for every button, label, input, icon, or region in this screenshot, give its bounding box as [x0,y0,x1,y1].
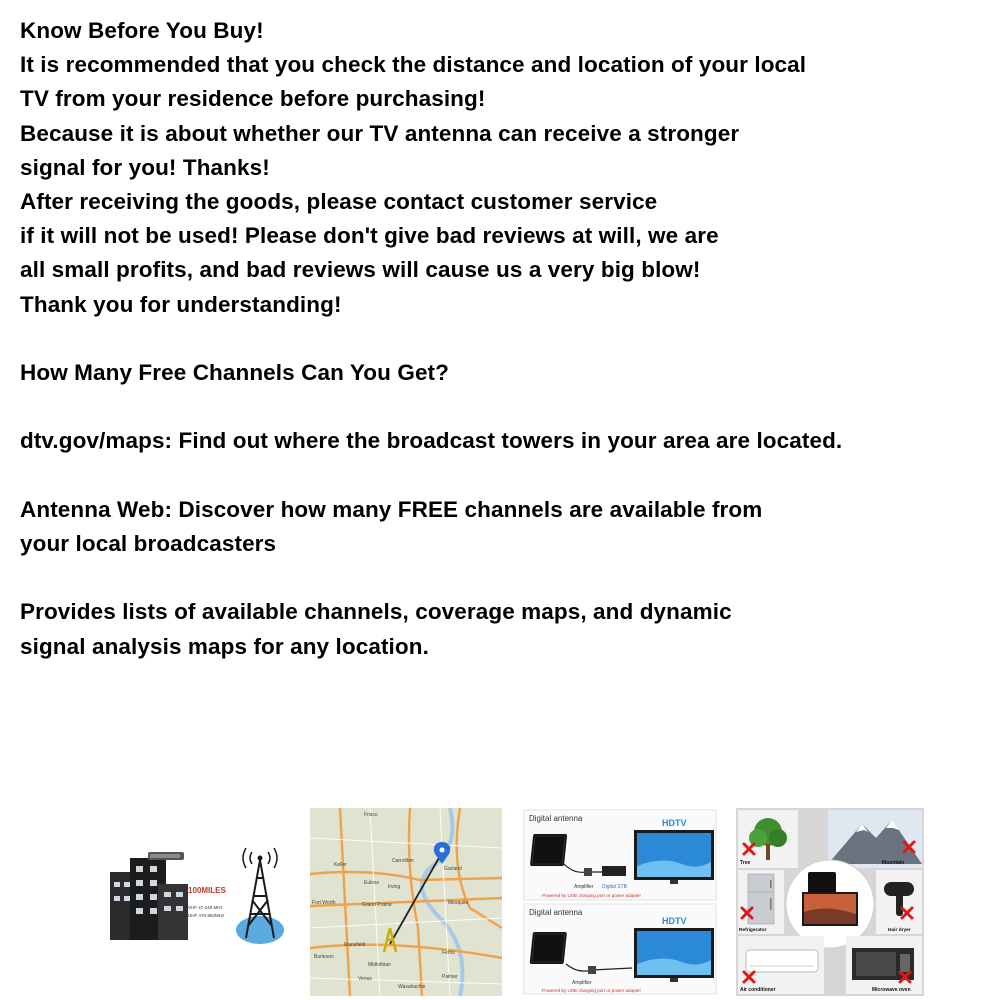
obstacle-label: Air conditioner [740,987,776,993]
obstacle-label: Hair dryer [888,928,911,933]
obstacle-label: Tree [740,860,751,866]
map-place-label: Midlothian [368,962,391,968]
antenna-center-icon [786,860,874,948]
text-line: It is recommended that you check the distance and location of your local [20,52,807,78]
vhf-label: VHF 47-240 MHz [188,905,223,910]
stb-label: Digital STB [602,884,628,890]
map-place-label: Venus [358,976,372,982]
tower-illustration [100,838,296,946]
amplifier-icon [584,868,592,876]
map-place-label: Irving [388,884,401,890]
digital-antenna-label: Digital antenna [529,908,583,917]
stb-box-icon [602,866,626,876]
hair-dryer-cell [876,870,922,934]
hdtv-label: HDTV [662,916,687,926]
microwave-cell [846,936,922,994]
map-place-label: Frisco [364,812,378,818]
text-line: if it will not be used! Please don't give bad reviews at will, we are [20,223,719,249]
antenna-web-text: Antenna Web: Discover how many FREE channels are available from [20,496,763,522]
power-note: Powered by USB charging port or power adapter [542,988,642,993]
map-place-label: Ferris [442,950,455,956]
map-place-label: Garland [444,866,462,872]
text-line: signal for you! Thanks! [20,154,270,180]
map-place-label: Mesquite [448,900,469,906]
map-place-label: Grand Prairie [362,902,392,908]
map-place-label: Fort Worth [312,900,336,906]
map-place-label: Keller [334,862,347,868]
air-conditioner-icon [746,950,818,972]
description-text [20,14,980,664]
map-place-label: Euless [364,880,380,886]
map-place-label: Waxahachie [398,984,426,990]
coverage-map [310,808,502,996]
obstacle-label: Mountain [882,860,905,866]
hdtv-label: HDTV [662,818,687,828]
text-line: Thank you for understanding! [20,291,342,317]
obstacle-label: Refrigerator [739,928,767,933]
building-icon [110,852,188,940]
tv-icon [634,928,714,982]
refrigerator-cell [738,870,784,934]
heading-free-channels: How Many Free Channels Can You Get? [20,360,449,386]
tree-cell [738,810,798,868]
mountain-cell [828,810,922,868]
dtv-maps-text: dtv.gov/maps: Find out where the broadcast towers in your area are located. [20,428,843,454]
amplifier-label: Amplifier [574,884,594,890]
setup-bottom [524,904,716,994]
antenna-panel-icon [530,932,567,964]
text-line: Because it is about whether our TV antenna can receive a stronger [20,120,740,146]
amplifier-label: Amplifier [572,980,592,986]
text-line: all small profits, and bad reviews will cause us a very big blow! [20,257,701,283]
obstacle-label: Microwave oven [872,987,911,993]
broadcast-tower-icon [236,848,284,944]
setup-top [524,810,716,900]
distance-label: 100MILES [188,886,226,895]
antenna-setup-diagram [522,808,718,996]
power-note: Powered by USB charging port or power adapter [542,893,642,898]
digital-antenna-label: Digital antenna [529,814,583,823]
map-place-label: Carrollton [392,858,414,864]
obstacles-grid [736,808,924,996]
antenna-panel-icon [530,834,567,866]
text-line: TV from your residence before purchasing! [20,86,486,112]
tv-icon [634,830,714,884]
provides-text: signal analysis maps for any location. [20,633,429,659]
air-conditioner-cell [738,936,824,994]
amplifier-icon [588,966,596,974]
heading-know-before: Know Before You Buy! [20,18,264,43]
uhf-label: UHF 470-862MHz [188,913,225,918]
map-place-label: Palmer [442,974,458,980]
map-place-label: Burleson [314,954,334,960]
antenna-web-text: your local broadcasters [20,531,277,556]
map-place-label: Mansfield [344,942,366,948]
provides-text: Provides lists of available channels, coverage maps, and dynamic [20,599,732,625]
text-line: After receiving the goods, please contact customer service [20,189,658,215]
